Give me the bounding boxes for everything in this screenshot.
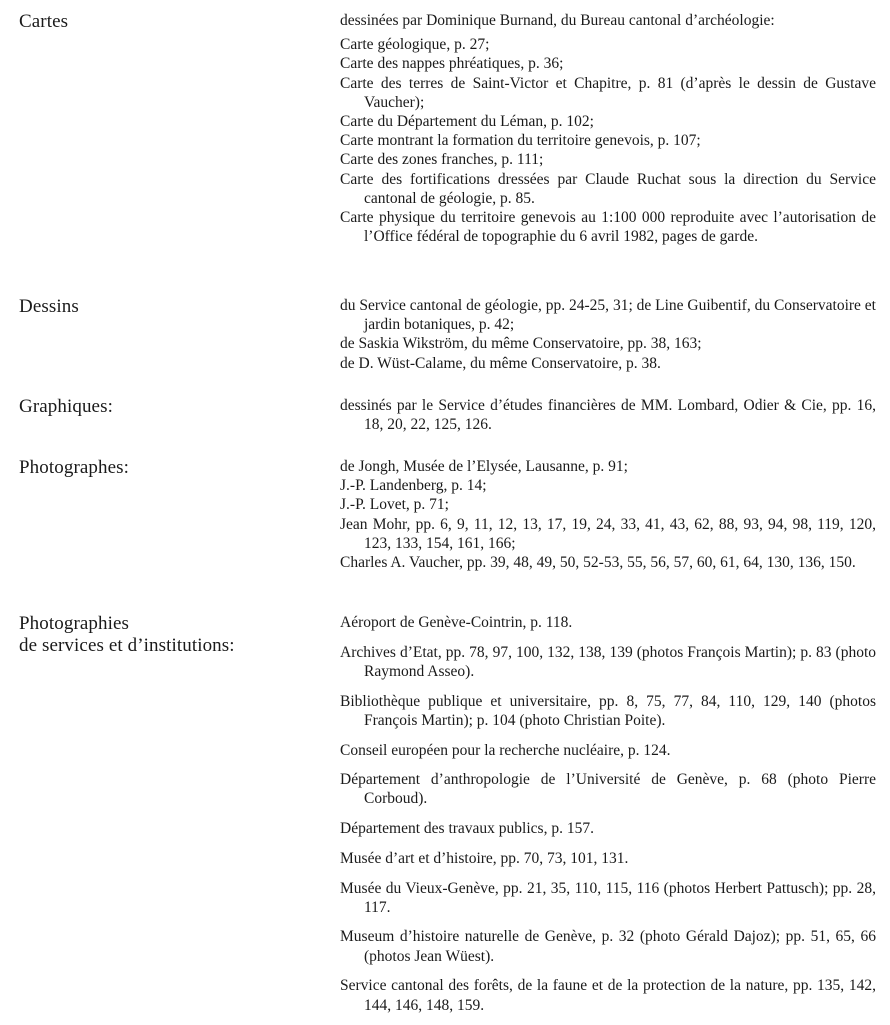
credit-entry: dessinées par Dominique Burnand, du Bureau cantonal d’archéologie: [340, 12, 775, 29]
section-entries [340, 613, 876, 1025]
credit-entry: J.-P. Lovet, p. 71; [340, 496, 449, 514]
heading-line: Dessins [19, 296, 79, 317]
credit-entry: de D. Wüst-Calame, du même Conservatoire, p. 38. [340, 354, 661, 372]
heading-line: Graphiques: [19, 396, 113, 417]
credit-entry: Bibliothèque publique et universitaire, pp. 8, 75, 77, 84, 110, 129, 140 (photos François Martin); p. 104 (photo Christian Poite). [340, 692, 876, 729]
credit-entry: Carte montrant la formation du territoire genevois, p. 107; [340, 132, 701, 150]
credit-entry: Museum d’histoire naturelle de Genève, p. 32 (photo Gérald Dajoz); pp. 51, 65, 66 (photos Jean Wüest). [340, 928, 876, 965]
section-entries [340, 457, 876, 572]
credit-entry: Département d’anthropologie de l’Université de Genève, p. 68 (photo Pierre Corboud). [340, 771, 876, 808]
credit-entry: Département des travaux publics, p. 157. [340, 820, 594, 838]
credit-entry: Jean Mohr, pp. 6, 9, 11, 12, 13, 17, 19, 24, 33, 41, 43, 62, 88, 93, 94, 98, 119, 120, 123, 133, 154, 161, 166; [340, 515, 876, 552]
credit-entry: Carte physique du territoire genevois au 1:100 000 reproduite avec l’autorisation de l’Office fédéral de topographie du 6 avril 1982, pages de garde. [340, 209, 876, 246]
credit-entry: Charles A. Vaucher, pp. 39, 48, 49, 50, 52-53, 55, 56, 57, 60, 61, 64, 130, 136, 150. [340, 554, 856, 572]
credit-entry: Carte des zones franches, p. 111; [340, 151, 544, 169]
credit-entry: Conseil européen pour la recherche nucléaire, p. 124. [340, 741, 671, 759]
credit-entry: Carte des fortifications dressées par Claude Ruchat sous la direction du Service cantonal de géologie, p. 85. [340, 170, 876, 207]
credit-entry: Carte du Département du Léman, p. 102; [340, 113, 594, 131]
credit-entry: Service cantonal des forêts, de la faune et de la protection de la nature, pp. 135, 142, 144, 146, 148, 159. [340, 977, 876, 1014]
credit-entry: Archives d’Etat, pp. 78, 97, 100, 132, 138, 139 (photos François Martin); p. 83 (photo Raymond Asseo). [340, 643, 876, 680]
heading-line: de services et d’institutions: [19, 635, 235, 656]
credit-entry: du Service cantonal de géologie, pp. 24-25, 31; de Line Guibentif, du Conservatoire et jardin botaniques, p. 42; [340, 297, 876, 334]
credit-entry: Musée d’art et d’histoire, pp. 70, 73, 101, 131. [340, 849, 629, 867]
section-heading [19, 296, 309, 318]
credit-entry: Musée du Vieux-Genève, pp. 21, 35, 110, 115, 116 (photos Herbert Pattusch); pp. 28, 117. [340, 879, 876, 916]
section-heading [19, 396, 309, 418]
credit-entry: J.-P. Landenberg, p. 14; [340, 477, 487, 495]
credit-entry: de Jongh, Musée de l’Elysée, Lausanne, p. 91; [340, 458, 628, 475]
section-entries [340, 396, 876, 434]
credit-entry: Carte géologique, p. 27; [340, 36, 490, 54]
section-heading [19, 11, 309, 33]
credit-entry: dessinés par le Service d’études financières de MM. Lombard, Odier & Cie, pp. 16, 18, 20, 22, 125, 126. [340, 397, 876, 434]
credit-entry: Carte des nappes phréatiques, p. 36; [340, 55, 564, 73]
heading-line: Cartes [19, 11, 69, 32]
credit-entry: de Saskia Wikström, du même Conservatoire, pp. 38, 163; [340, 335, 702, 353]
credit-entry: Carte des terres de Saint-Victor et Chapitre, p. 81 (d’après le dessin de Gustave Vaucher); [340, 74, 876, 111]
section-entries [340, 11, 876, 246]
section-heading [19, 613, 309, 657]
credit-entry: Aéroport de Genève-Cointrin, p. 118. [340, 614, 573, 631]
heading-line: Photographies [19, 613, 130, 634]
section-heading [19, 457, 309, 479]
section-entries [340, 296, 876, 373]
heading-line: Photographes: [19, 457, 130, 478]
